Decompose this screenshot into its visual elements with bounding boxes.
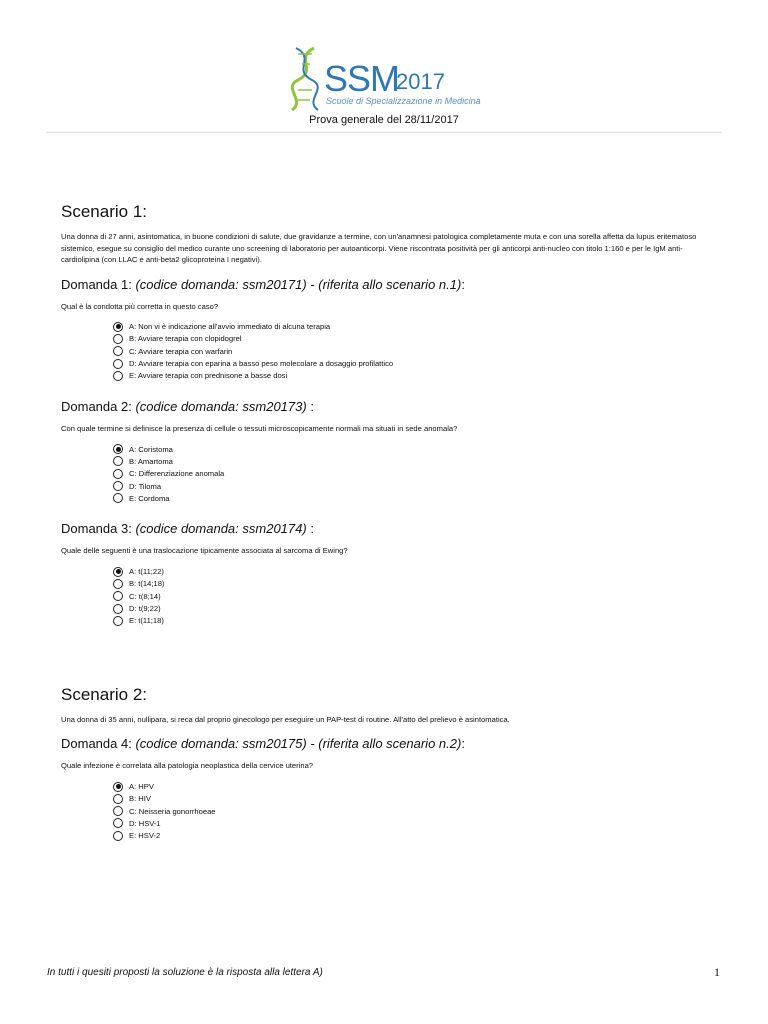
scenario-title: Scenario 2: xyxy=(61,684,147,704)
radio-icon[interactable] xyxy=(113,616,123,626)
radio-icon[interactable] xyxy=(113,831,123,841)
option-label: A: Coristoma xyxy=(129,444,173,454)
question-suffix: : xyxy=(306,398,314,414)
option-label: C: Avviare terapia con warfarin xyxy=(129,346,233,356)
answer-option-e[interactable] xyxy=(113,830,711,842)
question-label: Domanda 4: xyxy=(61,736,136,752)
answer-option-c[interactable] xyxy=(113,805,711,817)
scenario-text: Una donna di 27 anni, asintomatica, in buone condizioni di salute, due gravidanze a termine, con un'anamnesi patologica completamente muta e con una sorella affetta da lupus eritematoso sistemico, esegue su consiglio del medico curante uno screening di laboratorio per autoanticorpi. Viene riscontrata positività per gli anticorpi anti-nucleo con titolo 1:160 e per le IgM anti-cardiolipina (con LLAC e anti-beta2 glicoproteina I negativi). xyxy=(61,232,697,264)
radio-icon[interactable] xyxy=(113,481,123,491)
answer-option-a[interactable] xyxy=(113,321,711,333)
radio-selected-icon[interactable] xyxy=(113,567,123,577)
page-header xyxy=(0,0,768,140)
question-code: (codice domanda: ssm20174) xyxy=(135,521,307,537)
answer-option-c[interactable] xyxy=(113,590,711,602)
radio-icon[interactable] xyxy=(113,371,123,381)
option-label: B: Amartoma xyxy=(129,456,173,466)
question-label: Domanda 2: xyxy=(61,398,136,414)
radio-selected-icon[interactable] xyxy=(113,322,123,332)
exam-title: Prova generale del 28/11/2017 xyxy=(309,114,459,126)
question-title xyxy=(61,277,711,292)
answer-option-d[interactable] xyxy=(113,480,711,492)
answer-options xyxy=(113,321,711,382)
answer-option-e[interactable] xyxy=(113,370,711,382)
option-label: D: Avviare terapia con eparina a basso peso molecolare a dosaggio profilattico xyxy=(129,359,394,369)
question-label: Domanda 3: xyxy=(61,521,136,537)
document-body xyxy=(61,202,711,842)
question-text: Qual è la condotta più corretta in questo caso? xyxy=(61,301,219,311)
radio-icon[interactable] xyxy=(113,456,123,466)
question-code: (codice domanda: ssm20175) - (riferita allo scenario n.2) xyxy=(135,736,462,752)
radio-icon[interactable] xyxy=(113,604,123,614)
answer-option-e[interactable] xyxy=(113,615,711,627)
answer-option-d[interactable] xyxy=(113,602,711,614)
logo-year: 2017 xyxy=(396,69,445,94)
option-label: D: HSV-1 xyxy=(129,818,161,828)
radio-icon[interactable] xyxy=(113,794,123,804)
radio-icon[interactable] xyxy=(113,334,123,344)
option-label: D: Tiloma xyxy=(129,481,162,491)
answer-options xyxy=(113,443,711,504)
question-text: Con quale termine si definisce la presenza di cellule o tessuti microscopicamente normali ma situati in sede anomala? xyxy=(61,423,458,433)
question-suffix: : xyxy=(461,276,465,292)
radio-icon[interactable] xyxy=(113,591,123,601)
scenario-title: Scenario 1: xyxy=(61,202,147,221)
option-label: B: HIV xyxy=(129,794,151,804)
logo-subtitle: Scuole di Specializzazione in Medicina xyxy=(326,96,481,106)
question-code: (codice domanda: ssm20171) - (riferita allo scenario n.1) xyxy=(135,276,462,292)
radio-icon[interactable] xyxy=(113,806,123,816)
question-3 xyxy=(61,521,711,626)
answer-option-b[interactable] xyxy=(113,793,711,805)
answer-option-a[interactable] xyxy=(113,780,711,792)
question-1 xyxy=(61,277,711,382)
answer-options xyxy=(113,780,711,841)
option-label: A: HPV xyxy=(129,782,154,792)
footer-note: In tutti i quesiti proposti la soluzione è la risposta alla lettera A) xyxy=(47,967,323,978)
answer-option-e[interactable] xyxy=(113,492,711,504)
question-suffix: : xyxy=(306,521,314,537)
answer-option-c[interactable] xyxy=(113,468,711,480)
header-divider xyxy=(46,132,722,133)
radio-selected-icon[interactable] xyxy=(113,782,123,792)
radio-icon[interactable] xyxy=(113,579,123,589)
scenario-text: Una donna di 35 anni, nullipara, si reca dal proprio ginecologo per eseguire un PAP-test di routine. All'atto del prelievo è asintomatica. xyxy=(61,714,510,724)
answer-option-c[interactable] xyxy=(113,345,711,357)
option-label: C: Differenziazione anomala xyxy=(129,469,225,479)
ssm-logo xyxy=(284,44,484,114)
answer-option-b[interactable] xyxy=(113,578,711,590)
option-label: A: Non vi è indicazione all'avvio immediato di alcuna terapia xyxy=(129,322,331,332)
radio-selected-icon[interactable] xyxy=(113,444,123,454)
radio-icon[interactable] xyxy=(113,346,123,356)
question-text: Quale infezione è correlata alla patologia neoplastica della cervice uterina? xyxy=(61,761,314,771)
logo-text: SSM xyxy=(324,58,400,99)
option-label: C: Neisseria gonorrhoeae xyxy=(129,806,216,816)
option-label: E: HSV-2 xyxy=(129,831,161,841)
option-label: A: t(11;22) xyxy=(129,567,164,577)
answer-option-a[interactable] xyxy=(113,565,711,577)
radio-icon[interactable] xyxy=(113,469,123,479)
answer-option-d[interactable] xyxy=(113,817,711,829)
question-4 xyxy=(61,736,711,841)
question-code: (codice domanda: ssm20173) xyxy=(135,398,307,414)
question-title xyxy=(61,399,711,414)
dna-helix-icon xyxy=(284,44,328,114)
option-label: E: t(11;18) xyxy=(129,616,164,626)
answer-option-a[interactable] xyxy=(113,443,711,455)
question-2 xyxy=(61,399,711,504)
page-number: 1 xyxy=(714,965,720,979)
option-label: E: Cordoma xyxy=(129,493,170,503)
answer-option-b[interactable] xyxy=(113,333,711,345)
question-label: Domanda 1: xyxy=(61,276,136,292)
answer-option-d[interactable] xyxy=(113,357,711,369)
option-label: E: Avviare terapia con prednisone a basse dosi xyxy=(129,371,288,381)
option-label: B: Avviare terapia con clopidogrel xyxy=(129,334,242,344)
scenario-2 xyxy=(61,685,711,842)
question-text: Quale delle seguenti è una traslocazione tipicamente associata al sarcoma di Ewing? xyxy=(61,546,348,556)
option-label: D: t(9;22) xyxy=(129,604,161,613)
radio-icon[interactable] xyxy=(113,818,123,828)
question-suffix: : xyxy=(461,736,465,752)
option-label: B: t(14;18) xyxy=(129,579,165,589)
answer-option-b[interactable] xyxy=(113,455,711,467)
radio-icon[interactable] xyxy=(113,359,123,369)
option-label: C: t(8;14) xyxy=(129,591,161,601)
radio-icon[interactable] xyxy=(113,493,123,503)
question-title xyxy=(61,736,711,751)
question-title xyxy=(61,521,711,536)
answer-options xyxy=(113,565,711,626)
scenario-1 xyxy=(61,202,711,627)
